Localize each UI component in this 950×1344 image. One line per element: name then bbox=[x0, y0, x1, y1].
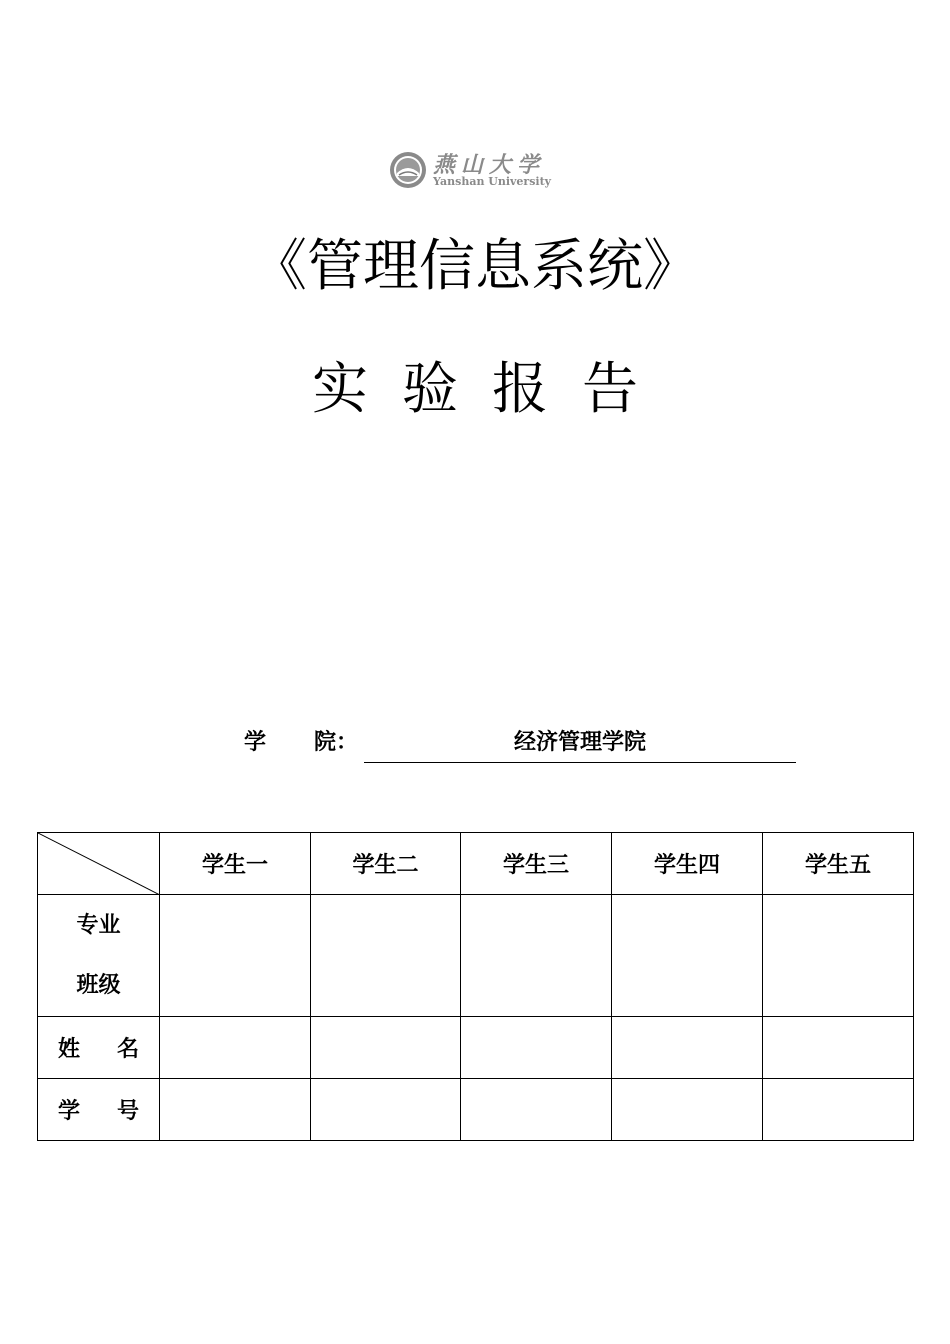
university-logo bbox=[389, 148, 552, 194]
table-row-name bbox=[38, 1017, 914, 1079]
major-class-cell-student-1[interactable] bbox=[160, 895, 311, 1017]
id-cell-student-1[interactable] bbox=[160, 1079, 311, 1141]
column-header-student-4: 学生四 bbox=[612, 833, 763, 895]
diagonal-corner-cell bbox=[38, 833, 160, 895]
table-header-row bbox=[38, 833, 914, 895]
id-cell-student-4[interactable] bbox=[612, 1079, 763, 1141]
college-value-field: 经济管理学院 bbox=[364, 728, 796, 763]
major-class-cell-student-2[interactable] bbox=[311, 895, 461, 1017]
name-cell-student-4[interactable] bbox=[612, 1017, 763, 1079]
page-title: 《管理信息系统》 bbox=[251, 234, 699, 299]
column-header-student-5: 学生五 bbox=[763, 833, 914, 895]
row-label-name-part-2: 名 bbox=[116, 1037, 139, 1062]
column-header-student-3: 学生三 bbox=[461, 833, 612, 895]
id-cell-student-2[interactable] bbox=[311, 1079, 461, 1141]
college-label-part-2: 院： bbox=[314, 730, 359, 755]
table-row-student-id bbox=[38, 1079, 914, 1141]
row-label-student-id bbox=[38, 1079, 160, 1141]
row-label-major: 专业 bbox=[76, 912, 121, 938]
name-cell-student-2[interactable] bbox=[311, 1017, 461, 1079]
student-info-table bbox=[37, 832, 914, 1141]
major-class-cell-student-4[interactable] bbox=[612, 895, 763, 1017]
page-subtitle: 实验报告 bbox=[312, 357, 672, 422]
university-emblem-icon bbox=[389, 151, 427, 189]
college-label-part-1: 学 bbox=[244, 730, 267, 755]
logo-chinese-text: 燕山大学 bbox=[433, 152, 546, 178]
name-cell-student-1[interactable] bbox=[160, 1017, 311, 1079]
table-row-major-class bbox=[38, 895, 914, 1017]
row-label-name-part-1: 姓 bbox=[58, 1037, 81, 1062]
logo-english-text: Yanshan University bbox=[433, 175, 552, 188]
row-label-id-part-1: 学 bbox=[58, 1099, 81, 1124]
column-header-student-1: 学生一 bbox=[160, 833, 311, 895]
row-label-major-class bbox=[38, 895, 160, 1017]
name-cell-student-3[interactable] bbox=[461, 1017, 612, 1079]
column-header-student-2: 学生二 bbox=[311, 833, 461, 895]
row-label-class: 班级 bbox=[76, 972, 121, 998]
major-class-cell-student-3[interactable] bbox=[461, 895, 612, 1017]
id-cell-student-5[interactable] bbox=[763, 1079, 914, 1141]
major-class-cell-student-5[interactable] bbox=[763, 895, 914, 1017]
row-label-name bbox=[38, 1017, 160, 1079]
name-cell-student-5[interactable] bbox=[763, 1017, 914, 1079]
id-cell-student-3[interactable] bbox=[461, 1079, 612, 1141]
row-label-id-part-2: 号 bbox=[116, 1099, 139, 1124]
college-label bbox=[244, 728, 358, 758]
